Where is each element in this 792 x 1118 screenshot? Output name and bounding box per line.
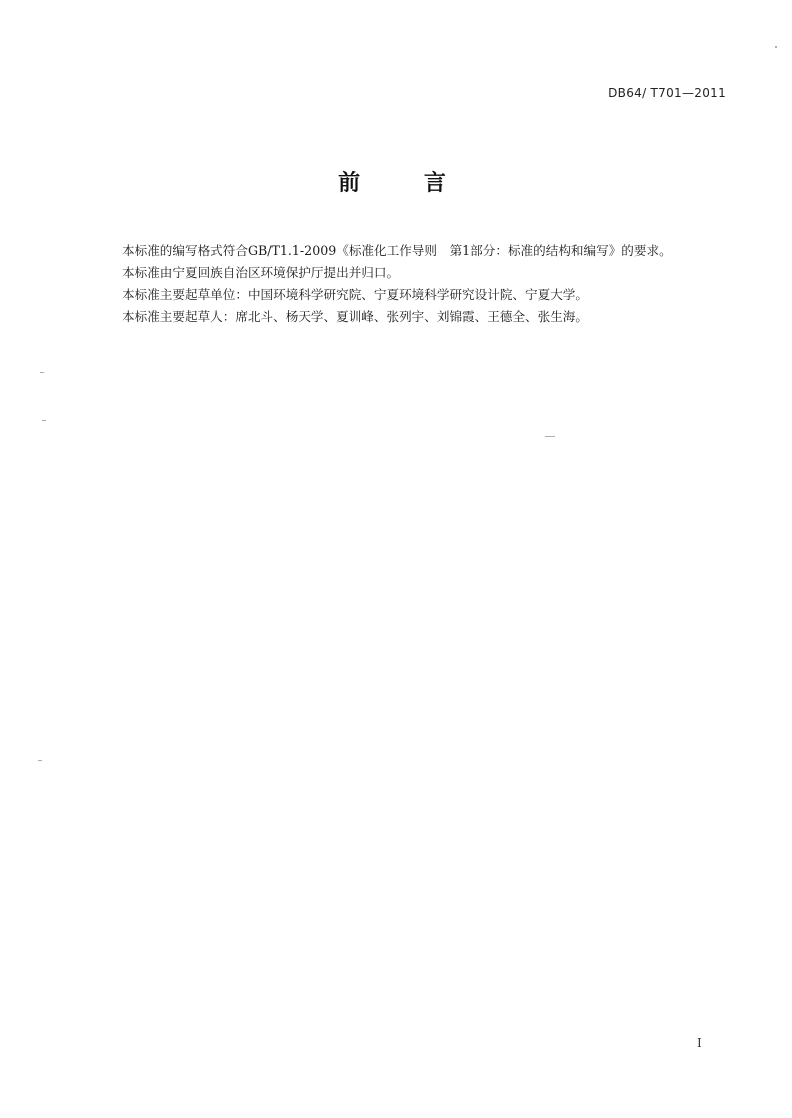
preface-body — [0, 240, 792, 328]
paragraph-proposer: 本标准由宁夏回族自治区环境保护厅提出并归口。 — [122, 265, 400, 280]
standard-code: DB64/ T701—2011 — [608, 86, 726, 100]
page-title: 前 言 — [338, 171, 474, 196]
paragraph-drafters: 本标准主要起草人：席北斗、杨天学、夏训峰、张列宇、刘锦霞、王德全、张生海。 — [122, 309, 588, 324]
paragraph-drafting-units: 本标准主要起草单位：中国环境科学研究院、宁夏环境科学研究设计院、宁夏大学。 — [122, 287, 588, 302]
scan-speck — [545, 436, 555, 437]
scan-speck — [775, 46, 777, 48]
scan-speck — [42, 420, 46, 421]
scan-speck — [38, 760, 42, 761]
scan-speck — [40, 372, 44, 373]
paragraph-format: 本标准的编写格式符合GB/T1.1-2009《标准化工作导则 第1部分：标准的结构和编写》的要求。 — [122, 243, 672, 258]
page-number: I — [697, 1036, 702, 1050]
